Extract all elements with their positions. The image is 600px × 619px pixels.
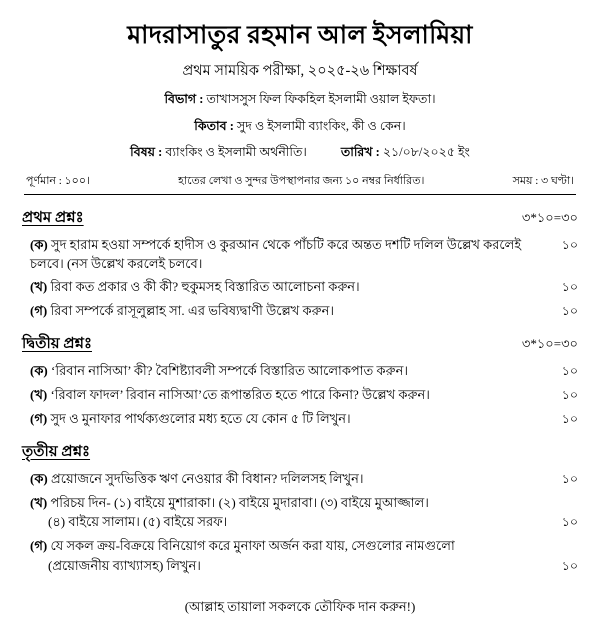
- question-3-item-a-label: (ক): [30, 470, 48, 486]
- institution-title: মাদরাসাতুর রহমান আল ইসলামিয়া: [127, 22, 473, 49]
- question-1-item-a-text: [22, 236, 538, 274]
- header-divider: [24, 194, 576, 195]
- question-2-item-c-text: [22, 410, 538, 429]
- question-3-title: তৃতীয় প্রশ্নঃ: [22, 443, 91, 460]
- question-1-item-c-text: [22, 302, 538, 321]
- question-2-item-b-body: ‘রিবাল ফাদল’ রিবান নাসিআ’তে রূপান্তরিত হতে পারে কিনা? উল্লেখ করুন।: [50, 386, 430, 402]
- question-2-item-b-label: (খ): [30, 386, 48, 402]
- question-3-item-a: [22, 470, 578, 489]
- question-1-item-a: [22, 236, 578, 274]
- question-3-item-c-label: (গ): [30, 538, 48, 554]
- department-label: বিভাগ :: [164, 91, 204, 106]
- exam-time: সময় : ৩ ঘণ্টা।: [512, 174, 574, 187]
- question-2-item-a-label: (ক): [30, 363, 48, 379]
- question-3-item-a-marks: ১০: [561, 471, 578, 486]
- book-line: [22, 118, 578, 138]
- question-3-item-b-continued-marks: ১০: [561, 515, 578, 530]
- question-2-marks: ৩*১০=৩০: [521, 336, 578, 352]
- question-2-item-a-body: ‘রিবান নাসিআ’ কী? বৈশিষ্ট্যাবলী সম্পর্কে বিস্তারিত আলোকপাত করুন।: [51, 363, 408, 379]
- question-1-item-b-body: রিবা কত প্রকার ও কী কী? হুকুমসহ বিস্তারিত আলোচনা করুন।: [50, 279, 360, 295]
- question-3-item-b-text: [22, 494, 538, 513]
- question-3-item-c-continued: [22, 557, 578, 576]
- question-3-item-c-continued-text: (প্রয়োজনীয় ব্যাখ্যাসহ) লিখুন।: [48, 558, 201, 574]
- question-3-item-b-continued: [22, 513, 578, 532]
- question-3-item-b-body: পরিচয় দিন- (১) বাইয়ে মুশারাকা। (২) বাইয়ে মুদারাবা। (৩) বাইয়ে মুআজ্জাল।: [50, 494, 429, 510]
- subject-date-row: [22, 144, 578, 164]
- question-3-item-b-label: (খ): [30, 494, 48, 510]
- full-marks: পূর্ণমান : ১০০।: [26, 174, 90, 187]
- question-2-item-b-text: [22, 386, 538, 405]
- question-3-item-c-body: যে সকল ক্রয়-বিক্রয়ে বিনিয়োগ করে মুনাফা অর্জন করা যায়, সেগুলোর নামগুলো: [50, 538, 455, 554]
- date-segment: [341, 144, 470, 164]
- question-1-item-a-marks: ১০: [561, 237, 578, 252]
- question-3-item-c: [22, 537, 578, 556]
- question-1-item-b: [22, 278, 578, 297]
- question-2-item-b: [22, 386, 578, 405]
- question-2-item-c-marks: ১০: [561, 411, 578, 426]
- book-label: কিতাব :: [194, 118, 234, 133]
- question-2-item-c: [22, 410, 578, 429]
- question-1-item-c-marks: ১০: [561, 304, 578, 319]
- question-2-item-a: [22, 362, 578, 381]
- question-1-head: [22, 206, 578, 231]
- question-2-item-b-marks: ১০: [561, 387, 578, 402]
- subject-segment: [130, 144, 307, 164]
- question-3-item-a-text: [22, 470, 538, 489]
- question-3-item-c-continued-marks: ১০: [561, 559, 578, 574]
- question-1-item-b-marks: ১০: [561, 280, 578, 295]
- question-1-item-a-body: সুদ হারাম হওয়া সম্পর্কে হাদীস ও কুরআন থেকে পাঁচটি করে অন্তত দশটি দলিল উল্লেখ করলেই চলবে। (নস উল্লেখ করলেই চলবে।: [30, 236, 522, 271]
- department-value: তাখাসসুস ফিল ফিকহিল ইসলামী ওয়াল ইফতা।: [206, 91, 436, 106]
- question-1-item-c-label: (গ): [30, 303, 48, 319]
- book-value: সুদ ও ইসলামী ব্যাংকিং, কী ও কেন।: [237, 118, 406, 133]
- exam-subtitle: প্রথম সাময়িক পরীক্ষা, ২০২৫-২৬ শিক্ষাবর্ষ: [182, 62, 418, 79]
- question-1-marks: ৩*১০=৩০: [521, 209, 578, 225]
- question-block-3: [22, 440, 578, 576]
- subject-label: বিষয় :: [130, 144, 163, 159]
- question-2-item-a-marks: ১০: [561, 364, 578, 379]
- question-1-item-a-label: (ক): [30, 236, 48, 252]
- question-block-2: [22, 332, 578, 429]
- question-2-head: [22, 332, 578, 357]
- footer-dua: (আল্লাহ তায়ালা সকলকে তৌফিক দান করুন!): [184, 598, 416, 614]
- question-1-title: প্রথম প্রশ্নঃ: [22, 209, 84, 226]
- question-3-item-a-body: প্রয়োজনে সুদভিত্তিক ঋণ নেওয়ার কী বিধান? দলিলসহ লিখুন।: [51, 470, 364, 486]
- question-block-1: [22, 206, 578, 321]
- date-value: ২১/০৮/২০২৫ ইং: [382, 144, 470, 159]
- question-2-item-c-label: (গ): [30, 410, 48, 426]
- department-line: [22, 91, 578, 111]
- question-1-item-b-label: (খ): [30, 279, 48, 295]
- question-3-head: [22, 440, 578, 465]
- subject-value: ব্যাংকিং ও ইসলামী অর্থনীতি।: [165, 144, 307, 159]
- date-label: তারিখ :: [340, 144, 380, 159]
- question-1-item-b-text: [22, 278, 538, 297]
- question-3-item-b: [22, 494, 578, 513]
- question-2-title: দ্বিতীয় প্রশ্নঃ: [22, 336, 92, 353]
- question-3-item-b-continued-text: (৪) বাইয়ে সালাম। (৫) বাইয়ে সরফ।: [48, 514, 228, 530]
- question-2-item-a-text: [22, 362, 538, 381]
- question-2-item-c-body: সুদ ও মুনাফার পার্থক্যগুলোর মধ্য হতে যে কোন ৫ টি লিখুন।: [50, 410, 351, 426]
- marks-time-row: [22, 172, 578, 191]
- handwriting-note: হাতের লেখা ও সুন্দর উপস্থাপনার জন্য ১০ নম্বর নির্ধারিত।: [178, 174, 425, 187]
- question-3-item-c-text: [22, 537, 538, 556]
- question-1-item-c-body: রিবা সম্পর্কে রাসূলুল্লাহ সা. এর ভবিষ্যদ্বাণী উল্লেখ করুন।: [50, 303, 334, 319]
- question-1-item-c: [22, 302, 578, 321]
